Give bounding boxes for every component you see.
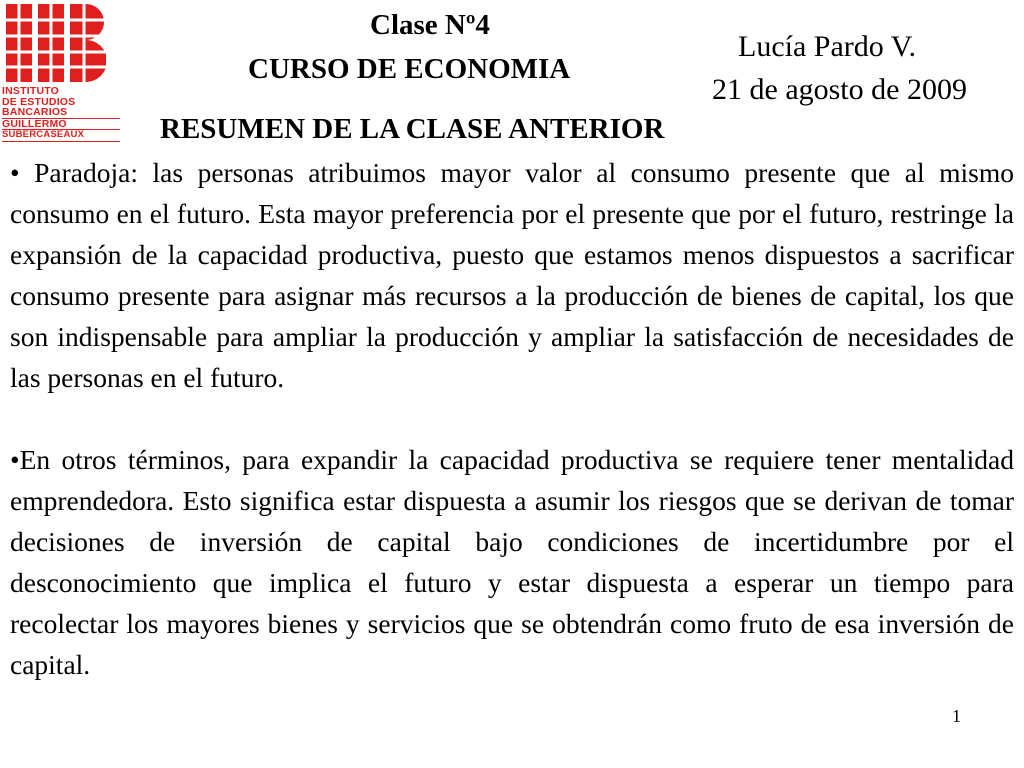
course-title: CURSO DE ECONOMIA bbox=[248, 53, 571, 85]
body-text bbox=[10, 152, 1014, 685]
logo-line: SUBERCASEAUX bbox=[2, 129, 120, 142]
lecture-date: 21 de agosto de 2009 bbox=[712, 73, 967, 106]
institute-logo-text bbox=[2, 86, 120, 142]
section-title: RESUMEN DE LA CLASE ANTERIOR bbox=[160, 113, 665, 145]
logo-line: DE ESTUDIOS bbox=[2, 95, 76, 108]
page-number: 1 bbox=[952, 706, 961, 726]
logo-line: BANCARIOS bbox=[2, 106, 68, 118]
logo-line: INSTITUTO bbox=[2, 85, 60, 97]
institute-logo bbox=[2, 4, 122, 152]
class-number-title: Clase Nº4 bbox=[370, 9, 490, 41]
author-name: Lucía Pardo V. bbox=[738, 30, 917, 63]
paragraph-spacer bbox=[10, 398, 1014, 439]
paragraph-paradox: • Paradoja: las personas atribuimos mayor valor al consumo presente que al mismo consumo en el futuro. Esta mayor preferencia por el presente que por el futuro, restringe la expansión de la capacidad productiva, puesto que estamos menos dispuestos a sacrificar consumo presente para asignar más recursos a la producción de bienes de capital, los que son indispensable para ampliar la producción y ampliar la satisfacción de necesidades de las personas en el futuro. bbox=[10, 157, 1014, 393]
logo-line: GUILLERMO bbox=[2, 118, 120, 130]
paragraph-entrepreneurship: •En otros términos, para expandir la capacidad productiva se requiere tener mentalidad emprendedora. Esto significa estar dispuesta a asumir los riesgos que se derivan de tomar decisiones de inversión de capital bajo condiciones de incertidumbre por el desconocimiento que implica el futuro y estar dispuesta a esperar un tiempo para recolectar los mayores bienes y servicios que se obtendrán como fruto de esa inversión de capital. bbox=[10, 444, 1014, 680]
institute-logo-mark bbox=[6, 4, 106, 84]
